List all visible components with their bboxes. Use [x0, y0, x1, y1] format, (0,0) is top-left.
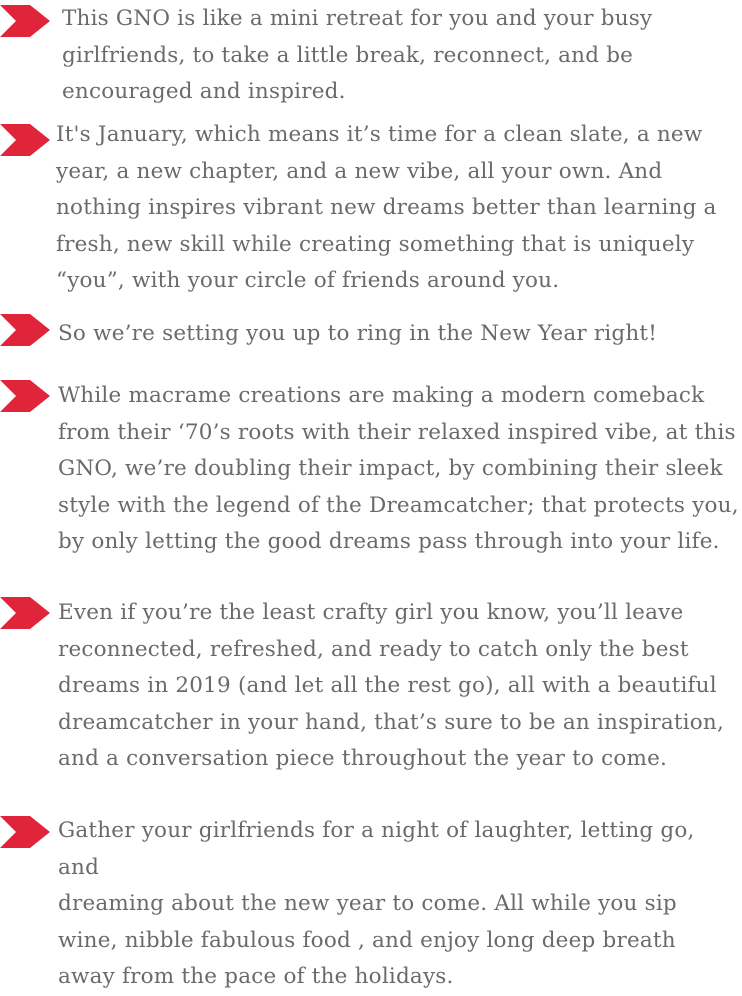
chevron-arrow-icon — [0, 377, 50, 415]
chevron-arrow-icon — [0, 121, 50, 159]
chevron-arrow-icon — [0, 594, 50, 632]
chevron-arrow-icon — [0, 813, 50, 851]
paragraph-4: While macrame creations are making a modern comeback from their ‘70’s roots with their relaxed inspired vibe, at this GNO, we’re doubling their impact, by combining their sleek style with the legend of the Dreamcatcher; that protects you, by only letting the good dreams pass through into your life. — [58, 383, 739, 554]
chevron-arrow-icon — [0, 2, 50, 40]
chevron-arrow-icon — [0, 311, 50, 349]
paragraph-2: It's January, which means it’s time for a clean slate, a new year, a new chapter, and a new vibe, all your own. And nothing inspires vibrant new dreams better than learning a fresh, new skill while creating something that is uniquely “you”, with your circle of friends around you. — [56, 122, 717, 293]
paragraph-1: This GNO is like a mini retreat for you and your busy girlfriends, to take a little break, reconnect, and be encouraged and inspired. — [62, 6, 653, 104]
paragraph-6: Gather your girlfriends for a night of laughter, letting go, and dreaming about the new year to come. All while you sip wine, nibble fabulous food , and enjoy long deep breath away from the pace of the holidays. — [58, 818, 695, 989]
paragraph-3: So we’re setting you up to ring in the New Year right! — [58, 321, 658, 346]
paragraph-5: Even if you’re the least crafty girl you know, you’ll leave reconnected, refreshed, and ready to catch only the best dreams in 2019 (and let all the rest go), all with a beautiful dreamcatcher in your hand, that’s sure to be an inspiration, and a conversation piece throughout the year to come. — [58, 600, 724, 771]
